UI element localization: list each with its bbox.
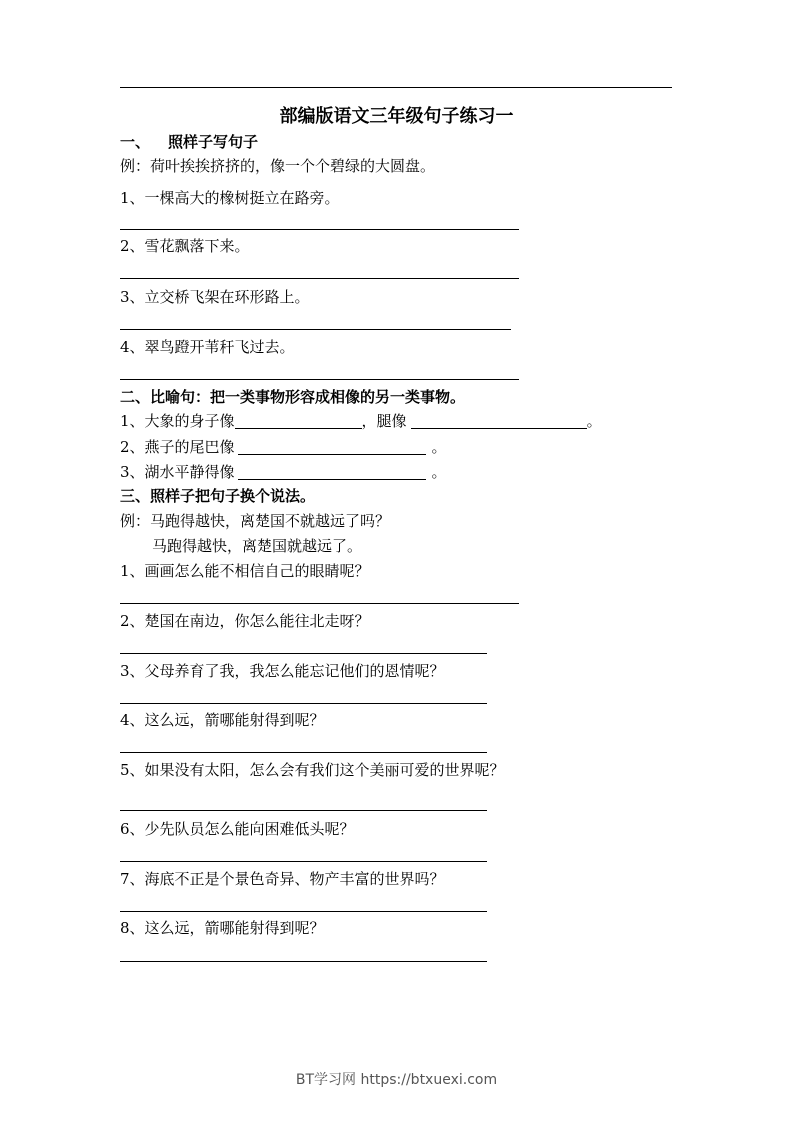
page-title: 部编版语文三年级句子练习一 (279, 106, 514, 127)
section3-question-5: 5、如果没有太阳，怎么会有我们这个美丽可爱的世界呢？ (120, 761, 505, 779)
section1-question-4: 4、翠鸟蹬开苇秆飞过去。 (120, 338, 295, 356)
answer-line (120, 278, 519, 279)
section3-question-1: 1、画画怎么能不相信自己的眼睛呢？ (120, 562, 370, 580)
answer-line (120, 810, 487, 811)
section3-example-question: 例：马跑得越快，离楚国不就越远了吗？ (120, 512, 391, 530)
answer-line (120, 379, 519, 380)
section3-question-4: 4、这么远，箭哪能射得到呢？ (120, 711, 325, 729)
section1-question-2: 2、雪花飘落下来。 (120, 237, 250, 255)
answer-line (120, 961, 487, 962)
question-end: 。 (431, 438, 447, 456)
question-text: 3、湖水平静得像 (120, 463, 235, 481)
section3-question-6: 6、少先队员怎么能向困难低头呢？ (120, 820, 355, 838)
section1-number: 一、 (120, 133, 151, 151)
answer-line (120, 752, 487, 753)
section1-example: 例：荷叶挨挨挤挤的，像一个个碧绿的大圆盘。 (120, 157, 436, 175)
section3-heading: 三、照样子把句子换个说法。 (120, 487, 316, 505)
section1-question-1: 1、一棵高大的橡树挺立在路旁。 (120, 189, 340, 207)
footer-watermark: BT学习网 https://btxuexi.com (295, 1072, 498, 1088)
question-text: 1、大象的身子像 (120, 412, 235, 430)
section2-question-3 (120, 463, 447, 481)
section3-example-answer: 马跑得越快，离楚国就越远了。 (152, 537, 363, 555)
section2-heading: 二、比喻句：把一类事物形容成相像的另一类事物。 (120, 388, 466, 406)
header-rule (120, 87, 672, 88)
question-text: ，腿像 (361, 412, 407, 430)
answer-line (120, 911, 487, 912)
answer-line (120, 653, 487, 654)
fill-blank (238, 440, 426, 455)
answer-line (120, 229, 519, 230)
answer-line (120, 703, 487, 704)
section3-question-7: 7、海底不正是个景色奇异、物产丰富的世界吗？ (120, 870, 445, 888)
answer-line (120, 861, 487, 862)
fill-blank (238, 465, 426, 480)
section2-question-1 (120, 412, 602, 430)
section1-heading (120, 133, 258, 151)
fill-blank (411, 414, 587, 429)
answer-line (120, 603, 519, 604)
answer-line (120, 329, 511, 330)
section1-title: 照样子写句子 (168, 133, 259, 151)
section3-question-3: 3、父母养育了我，我怎么能忘记他们的恩情呢？ (120, 662, 445, 680)
section1-question-3: 3、立交桥飞架在环形路上。 (120, 288, 310, 306)
question-text: 2、燕子的尾巴像 (120, 438, 235, 456)
question-end: 。 (431, 463, 447, 481)
question-end: 。 (586, 412, 602, 430)
section3-question-2: 2、楚国在南边，你怎么能往北走呀？ (120, 612, 370, 630)
fill-blank (235, 414, 362, 429)
section2-question-2 (120, 438, 447, 456)
section3-question-8: 8、这么远，箭哪能射得到呢？ (120, 919, 325, 937)
